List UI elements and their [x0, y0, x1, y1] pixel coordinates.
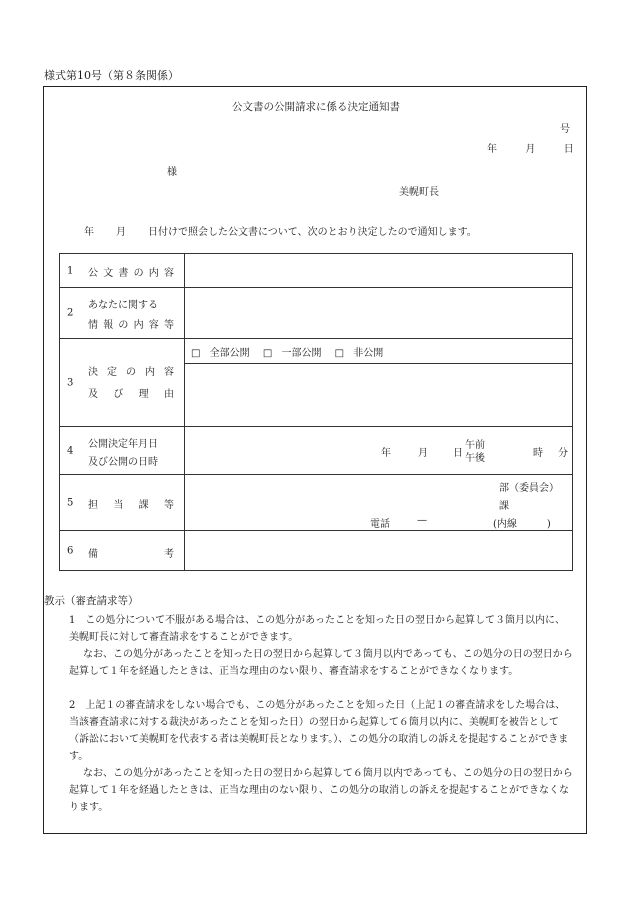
minute-label: 分 [558, 448, 568, 459]
form-code: 様式第10号（第８条関係） [44, 69, 179, 82]
item-6-label: 備 考 [88, 549, 174, 560]
number-label: 号 [560, 124, 570, 135]
item-2-label-line2: 情 報 の 内 容 等 [88, 320, 174, 331]
item-3-number: 3 [67, 377, 74, 388]
intro-text: 日付けで照会した公文書について、次のとおり決定したので通知します。 [148, 227, 477, 238]
month-label: 月 [525, 144, 536, 155]
item-3-value-cell [185, 339, 573, 427]
non-disclosure-label: 非公開 [353, 348, 384, 359]
item-5-value-cell [185, 475, 573, 531]
item-3-label-line1: 決 定 の 内 容 [88, 367, 174, 378]
table-row [60, 531, 573, 571]
table-row [60, 427, 573, 475]
item-5-number: 5 [67, 497, 74, 508]
table-row [60, 254, 573, 288]
item-1-label-cell [60, 254, 185, 288]
full-disclosure-checkbox[interactable]: □ [191, 348, 201, 359]
intro-sentence [84, 223, 477, 238]
item-1-label: 公 文 書 の 内 容 [88, 268, 174, 279]
day-label: 日 [563, 144, 574, 155]
item-6-number: 6 [67, 545, 74, 556]
item-2-number: 2 [67, 307, 74, 319]
am-label: 午前 [465, 440, 485, 451]
item-1-number: 1 [67, 265, 74, 276]
partial-disclosure-label: 一部公開 [281, 348, 322, 359]
year-label: 年 [487, 144, 497, 155]
non-disclosure-checkbox[interactable]: □ [334, 348, 345, 359]
item-1-value-cell [185, 254, 573, 288]
department-label: 部（委員会） [499, 483, 559, 494]
item-4-number: 4 [67, 445, 74, 456]
item-6-label-cell [60, 531, 185, 571]
remarks-paragraph-1: 1 この処分について不服がある場合は、この処分があったことを知った日の翌日から起算して３箇月以内に、美幌町長に対して審査請求をすることができます。 [69, 615, 566, 643]
item-2-label-line1: あなたに関する [88, 300, 158, 311]
disclosure-year: 年 [381, 448, 391, 459]
phone-label: 電話 [370, 519, 390, 530]
issuer: 美幌町長 [399, 187, 439, 198]
pm-label: 午後 [465, 453, 485, 464]
section-label: 課 [499, 501, 509, 512]
notice-frame [43, 86, 587, 834]
item-6-value-cell [185, 531, 573, 571]
disclosure-day: 日 [453, 448, 463, 459]
full-disclosure-label: 全部公開 [209, 348, 250, 359]
partial-disclosure-checkbox[interactable]: □ [262, 348, 273, 359]
phone-dash: — [417, 515, 427, 526]
remarks-paragraph-2: なお、この処分があったことを知った日の翌日から起算して３箇月以内であっても、この処分の日の翌日から起算して１年を経過したときは、正当な理由のない限り、審査請求をすることができなくなります。 [69, 649, 573, 677]
table-row [60, 339, 573, 427]
intro-year: 年 [84, 227, 94, 238]
disclosure-month: 月 [418, 448, 428, 459]
intro-month: 月 [116, 227, 126, 238]
extension-label: (内線 ) [493, 519, 551, 530]
remarks-title: 教示（審査請求等） [44, 595, 139, 607]
items-table [59, 253, 573, 571]
item-2-label-cell [60, 288, 185, 339]
item-2-value-cell [185, 288, 573, 339]
remarks-paragraph-3: 2 上記１の審査請求をしない場合でも、この処分があったことを知った日（上記１の審査請求をした場合は、当該審査請求に対する裁決があったことを知った日）の翌日から起算して６箇月以内に、美幌町を被告として（訴訟において美幌町を代表する者は美幌町長となります。）、この処分の取消しの訴えを提起することができます。 [69, 700, 569, 762]
item-3-label-line2: 及 び 理 由 [88, 389, 174, 400]
item-4-label-line1: 公開決定年月日 [88, 439, 158, 450]
item-4-label-cell [60, 427, 185, 475]
issue-date [487, 140, 574, 155]
item-3-label-cell [60, 339, 185, 427]
decision-options [191, 344, 383, 359]
table-row [60, 475, 573, 531]
table-row [60, 288, 573, 339]
addressee: 様 [167, 167, 177, 178]
item-4-label-line2: 及び公開の日時 [88, 457, 158, 468]
remarks-paragraph-4: なお、この処分があったことを知った日の翌日から起算して６箇月以内であっても、この処分の日の翌日から起算して１年を経過したときは、正当な理由のない限り、この処分の取消しの訴えを提起することができなくなります。 [69, 768, 573, 813]
decision-options-row [185, 339, 572, 364]
item-4-value-cell [185, 427, 573, 475]
item-5-label: 担 当 課 等 [88, 500, 174, 511]
item-5-label-cell [60, 475, 185, 531]
document-title: 公文書の公開請求に係る決定通知書 [232, 101, 400, 113]
hour-label: 時 [533, 448, 543, 459]
